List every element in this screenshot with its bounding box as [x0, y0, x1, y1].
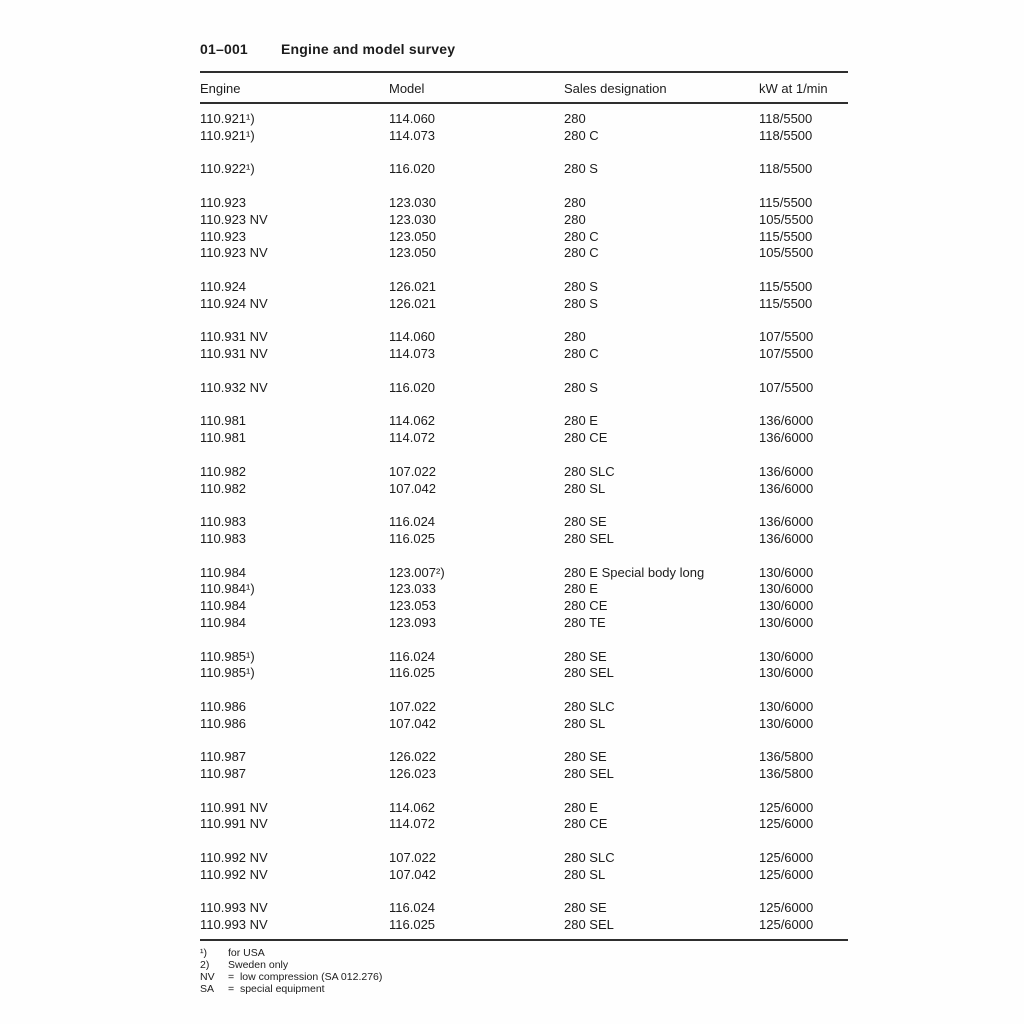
- engine-cell: 110.923 NV: [200, 245, 268, 261]
- engine-cell: 110.993 NV: [200, 900, 268, 916]
- engine-cell: 110.921¹): [200, 127, 255, 143]
- kw-cell: 105/5500: [759, 245, 814, 261]
- column-header-sales-designation: Sales designation: [564, 81, 667, 96]
- engine-cell: 110.981: [200, 413, 247, 429]
- sales-cell: 280 C: [564, 346, 599, 362]
- footnote-text: = special equipment: [228, 983, 325, 996]
- table-row: [200, 346, 848, 363]
- engine-cell: 110.983: [200, 530, 247, 546]
- kw-cell: 125/6000: [759, 850, 814, 866]
- engine-cell: 110.923: [200, 194, 247, 210]
- kw-cell: 136/6000: [759, 430, 814, 446]
- table-group: [200, 380, 848, 397]
- model-cell: 123.050: [389, 228, 436, 244]
- sales-cell: 280 E: [564, 799, 598, 815]
- engine-cell: 110.992 NV: [200, 866, 268, 882]
- model-cell: 114.072: [389, 430, 436, 446]
- engine-cell: 110.981: [200, 430, 247, 446]
- sales-cell: 280 SE: [564, 514, 607, 530]
- model-cell: 126.022: [389, 749, 436, 765]
- engine-cell: 110.986: [200, 698, 247, 714]
- table-row: [200, 296, 848, 313]
- column-header-kw: kW at 1/min: [759, 81, 828, 96]
- table-row: [200, 531, 848, 548]
- table-row: [200, 380, 848, 397]
- table-group: [200, 649, 848, 683]
- kw-cell: 118/5500: [759, 127, 813, 143]
- sales-cell: 280 SEL: [564, 665, 614, 681]
- sales-cell: 280 C: [564, 228, 599, 244]
- table-row: [200, 128, 848, 145]
- kw-cell: 115/5500: [759, 228, 813, 244]
- table-row: [200, 615, 848, 632]
- table-row: [200, 481, 848, 498]
- engine-cell: 110.985¹): [200, 648, 255, 664]
- kw-cell: 125/6000: [759, 900, 814, 916]
- table-row: [200, 649, 848, 666]
- sales-cell: 280 S: [564, 379, 598, 395]
- kw-cell: 136/5800: [759, 766, 814, 782]
- sales-cell: 280 C: [564, 245, 599, 261]
- table-row: [200, 766, 848, 783]
- table-group: [200, 279, 848, 313]
- sales-cell: 280 SE: [564, 900, 607, 916]
- kw-cell: 136/6000: [759, 514, 814, 530]
- table-row: [200, 850, 848, 867]
- engine-cell: 110.932 NV: [200, 379, 268, 395]
- engine-cell: 110.922¹): [200, 161, 255, 177]
- engine-cell: 110.984¹): [200, 581, 255, 597]
- kw-cell: 130/6000: [759, 598, 814, 614]
- engine-cell: 110.985¹): [200, 665, 255, 681]
- engine-cell: 110.921¹): [200, 111, 255, 126]
- table-row: [200, 413, 848, 430]
- table-row: [200, 111, 848, 128]
- model-cell: 123.050: [389, 245, 436, 261]
- table-header-row: [200, 73, 848, 104]
- engine-cell: 110.987: [200, 766, 247, 782]
- table-row: [200, 245, 848, 262]
- model-cell: 107.022: [389, 850, 436, 866]
- table-row: [200, 699, 848, 716]
- sales-cell: 280 E: [564, 413, 598, 429]
- engine-cell: 110.983: [200, 514, 247, 530]
- kw-cell: 125/6000: [759, 866, 814, 882]
- engine-cell: 110.982: [200, 480, 247, 496]
- sales-cell: 280 SLC: [564, 698, 615, 714]
- engine-cell: 110.924 NV: [200, 295, 268, 311]
- table-row: [200, 161, 848, 178]
- sales-cell: 280 S: [564, 161, 598, 177]
- sales-cell: 280 SEL: [564, 766, 614, 782]
- footnote: [200, 959, 848, 971]
- sales-cell: 280 S: [564, 295, 598, 311]
- sales-cell: 280 SE: [564, 648, 607, 664]
- footnote-label: NV: [200, 971, 215, 984]
- kw-cell: 115/5500: [759, 295, 813, 311]
- engine-cell: 110.991 NV: [200, 799, 268, 815]
- table-body: [200, 104, 848, 934]
- table-row: [200, 229, 848, 246]
- model-cell: 116.024: [389, 514, 436, 530]
- table-row: [200, 665, 848, 682]
- table-row: [200, 800, 848, 817]
- model-cell: 126.021: [389, 278, 436, 294]
- footnote-text: Sweden only: [228, 959, 289, 972]
- table-group: [200, 514, 848, 548]
- engine-cell: 110.986: [200, 715, 247, 731]
- model-cell: 114.072: [389, 816, 436, 832]
- model-cell: 107.042: [389, 715, 436, 731]
- sales-cell: 280 C: [564, 127, 599, 143]
- sales-cell: 280 SLC: [564, 463, 615, 479]
- engine-cell: 110.984: [200, 614, 247, 630]
- table-row: [200, 565, 848, 582]
- column-header-model: Model: [389, 81, 425, 96]
- engine-cell: 110.991 NV: [200, 816, 268, 832]
- table-row: [200, 514, 848, 531]
- model-cell: 116.024: [389, 900, 436, 916]
- sales-cell: 280: [564, 111, 586, 126]
- kw-cell: 136/6000: [759, 413, 814, 429]
- sales-cell: 280 E Special body long: [564, 564, 705, 580]
- engine-cell: 110.993 NV: [200, 917, 268, 933]
- table-group: [200, 413, 848, 447]
- table-group: [200, 900, 848, 934]
- model-cell: 107.042: [389, 480, 436, 496]
- engine-cell: 110.984: [200, 564, 247, 580]
- model-cell: 114.073: [389, 127, 436, 143]
- model-cell: 123.033: [389, 581, 436, 597]
- sales-cell: 280: [564, 211, 586, 227]
- table-row: [200, 598, 848, 615]
- sales-cell: 280 SE: [564, 749, 607, 765]
- footnote-text: for USA: [228, 947, 265, 960]
- kw-cell: 136/6000: [759, 480, 814, 496]
- sales-cell: 280 CE: [564, 430, 608, 446]
- kw-cell: 107/5500: [759, 346, 814, 362]
- sales-cell: 280 SL: [564, 480, 606, 496]
- model-cell: 116.025: [389, 530, 436, 546]
- kw-cell: 115/5500: [759, 278, 813, 294]
- table-row: [200, 329, 848, 346]
- table-row: [200, 464, 848, 481]
- model-cell: 116.024: [389, 648, 436, 664]
- kw-cell: 118/5500: [759, 161, 813, 177]
- table-group: [200, 749, 848, 783]
- kw-cell: 105/5500: [759, 211, 814, 227]
- section-code: 01–001: [200, 41, 248, 57]
- model-cell: 123.030: [389, 194, 436, 210]
- kw-cell: 130/6000: [759, 665, 814, 681]
- engine-cell: 110.931 NV: [200, 329, 268, 345]
- kw-cell: 130/6000: [759, 715, 814, 731]
- table-group: [200, 699, 848, 733]
- model-cell: 123.030: [389, 211, 436, 227]
- footnote-label: SA: [200, 983, 215, 996]
- table-group: [200, 161, 848, 178]
- model-cell: 107.022: [389, 698, 436, 714]
- table-row: [200, 430, 848, 447]
- model-cell: 114.062: [389, 413, 436, 429]
- table-group: [200, 195, 848, 262]
- table-row: [200, 212, 848, 229]
- engine-cell: 110.992 NV: [200, 850, 268, 866]
- sales-cell: 280 SEL: [564, 917, 614, 933]
- footnotes: [200, 941, 848, 995]
- document-content: [200, 36, 848, 995]
- table-row: [200, 867, 848, 884]
- kw-cell: 107/5500: [759, 379, 814, 395]
- model-cell: 114.060: [389, 329, 436, 345]
- table-row: [200, 749, 848, 766]
- model-cell: 116.025: [389, 917, 436, 933]
- model-cell: 116.020: [389, 379, 436, 395]
- kw-cell: 107/5500: [759, 329, 814, 345]
- sales-cell: 280 TE: [564, 614, 606, 630]
- model-cell: 116.020: [389, 161, 436, 177]
- model-cell: 126.021: [389, 295, 436, 311]
- model-cell: 107.042: [389, 866, 436, 882]
- kw-cell: 115/5500: [759, 194, 813, 210]
- table-row: [200, 195, 848, 212]
- sales-cell: 280 S: [564, 278, 598, 294]
- table-group: [200, 850, 848, 884]
- footnote: [200, 947, 848, 959]
- table-group: [200, 329, 848, 363]
- model-cell: 107.022: [389, 463, 436, 479]
- footnote: [200, 971, 848, 983]
- table-row: [200, 716, 848, 733]
- model-cell: 114.062: [389, 799, 436, 815]
- footnote-label: ¹): [200, 947, 207, 960]
- kw-cell: 125/6000: [759, 799, 814, 815]
- table-row: [200, 917, 848, 934]
- model-cell: 123.053: [389, 598, 436, 614]
- engine-cell: 110.923 NV: [200, 211, 268, 227]
- kw-cell: 130/6000: [759, 564, 814, 580]
- engine-cell: 110.984: [200, 598, 247, 614]
- table-group: [200, 565, 848, 632]
- footnote-label: 2): [200, 959, 210, 972]
- kw-cell: 130/6000: [759, 648, 814, 664]
- table-row: [200, 581, 848, 598]
- engine-cell: 110.987: [200, 749, 247, 765]
- engine-cell: 110.931 NV: [200, 346, 268, 362]
- table-group: [200, 800, 848, 834]
- kw-cell: 130/6000: [759, 581, 814, 597]
- kw-cell: 125/6000: [759, 816, 814, 832]
- sales-cell: 280 SL: [564, 715, 606, 731]
- table-group: [200, 111, 848, 145]
- sales-cell: 280 E: [564, 581, 598, 597]
- footnote-text: = low compression (SA 012.276): [228, 971, 383, 984]
- model-cell: 123.093: [389, 614, 436, 630]
- kw-cell: 118/5500: [759, 111, 813, 126]
- table-row: [200, 816, 848, 833]
- kw-cell: 136/6000: [759, 463, 814, 479]
- model-cell: 116.025: [389, 665, 436, 681]
- sales-cell: 280 SLC: [564, 850, 615, 866]
- page-title: Engine and model survey: [281, 41, 456, 57]
- engine-cell: 110.924: [200, 278, 247, 294]
- sales-cell: 280 SEL: [564, 530, 614, 546]
- table-row: [200, 279, 848, 296]
- table-row: [200, 900, 848, 917]
- section-title-row: [200, 36, 848, 58]
- sales-cell: 280 CE: [564, 816, 608, 832]
- kw-cell: 136/6000: [759, 530, 814, 546]
- column-header-engine: Engine: [200, 81, 241, 96]
- kw-cell: 136/5800: [759, 749, 814, 765]
- model-cell: 123.007²): [389, 564, 445, 580]
- model-cell: 114.073: [389, 346, 436, 362]
- model-cell: 126.023: [389, 766, 436, 782]
- kw-cell: 130/6000: [759, 614, 814, 630]
- table-group: [200, 464, 848, 498]
- sales-cell: 280: [564, 329, 586, 345]
- kw-cell: 130/6000: [759, 698, 814, 714]
- kw-cell: 125/6000: [759, 917, 814, 933]
- footnote: [200, 983, 848, 995]
- sales-cell: 280 SL: [564, 866, 606, 882]
- sales-cell: 280: [564, 194, 586, 210]
- engine-cell: 110.923: [200, 228, 247, 244]
- engine-cell: 110.982: [200, 463, 247, 479]
- sales-cell: 280 CE: [564, 598, 608, 614]
- model-cell: 114.060: [389, 111, 436, 126]
